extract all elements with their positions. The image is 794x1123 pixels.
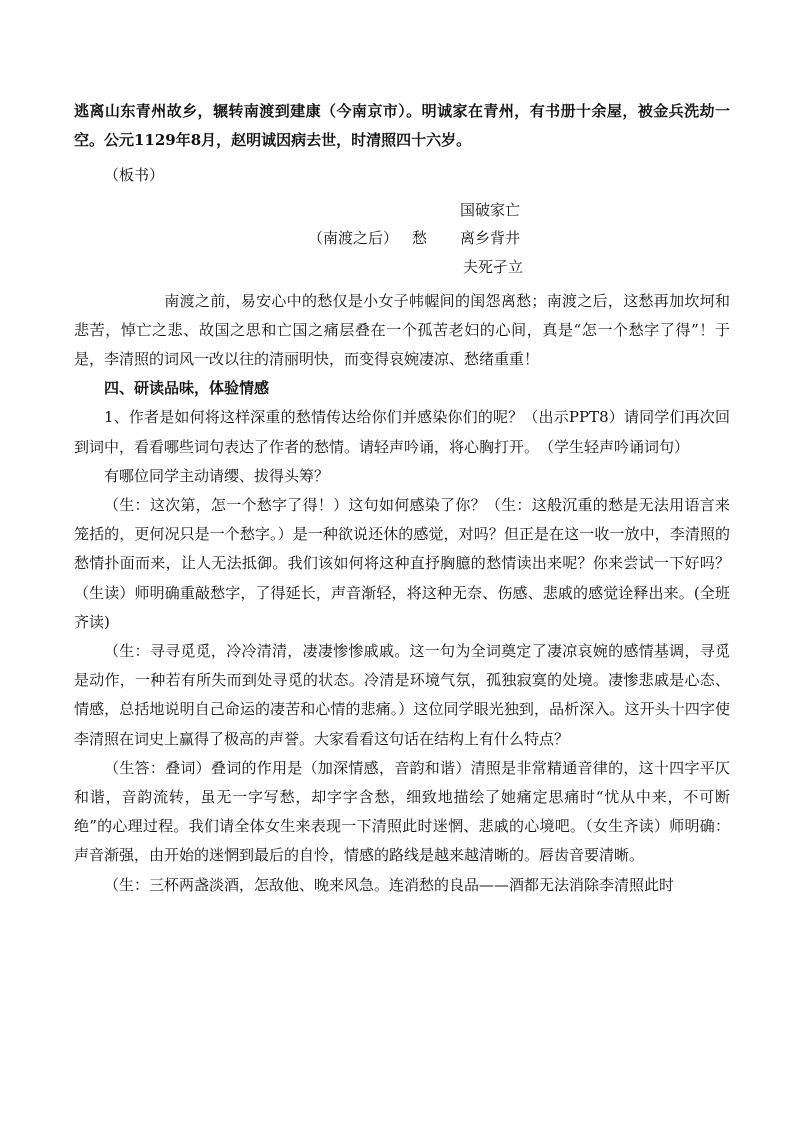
board-left-label: （南渡之后） [308, 228, 399, 247]
question-2: 有哪位同学主动请缨、拔得头筹？ [104, 466, 330, 485]
discussion-paragraph-1: （生：这次第，怎一个愁字了得！）这句如何感染了你？（生：这般沉重的愁是无法用语言来笼括的，更何况只是一个愁字。）是一种欲说还休的感觉，对吗？但正是在这一收一放中，李清照的愁情扑面而来，让人无法抵御。我们该如何将这种直抒胸臆的愁情读出来呢？你来尝试一下好吗？（生读）师明确重敲愁字，了得延长，声音渐轻，将这种无奈、伤感、悲戚的感觉诠释出来。(全班齐读) [74, 496, 730, 631]
board-center: 愁 [412, 228, 428, 247]
intro-paragraph: 逃离山东青州故乡，辗转南渡到建康（今南京市）。明诚家在青州，有书册十余屋，被金兵洗劫一空。公元1129年8月，赵明诚因病去世，时清照四十六岁。 [74, 102, 730, 150]
board-item-1: 国破家亡 [460, 200, 521, 219]
question-1: 1、作者是如何将这样深重的愁情传达给你们并感染你们的呢？（出示PPT8）请同学们再次回到词中，看看哪些词句表达了作者的愁情。请轻声吟诵，将心胸打开。 （学生轻声吟诵词句） [74, 408, 730, 456]
summary-paragraph: 南渡之前，易安心中的愁仅是小女子帏幄间的闺怨离愁；南渡之后，这愁再加坎坷和悲苦，悼亡之悲、故国之思和亡国之痛层叠在一个孤苦老妇的心间，真是“怎一个愁字了得”！于是，李清照的词风一改以往的清丽明快，而变得哀婉凄凉、愁绪重重！ [74, 291, 730, 369]
board-item-2: 离乡背井 [460, 228, 521, 247]
blackboard-summary [74, 191, 730, 287]
discussion-paragraph-2: （生：寻寻觅觅，冷冷清清，凄凄惨惨戚戚。这一句为全词奠定了凄凉哀婉的感情基调，寻觅是动作，一种若有所失而到处寻觅的状态。冷清是环境气氛，孤独寂寞的处境。凄惨悲戚是心态、情感，总括地说明自己命运的凄苦和心情的悲痛。）这位同学眼光独到，品析深入。这开头十四字使李清照在词史上赢得了极高的声誉。大家看看这句话在结构上有什么特点？ [74, 642, 730, 748]
section-heading: 四、研读品味，体验情感 [104, 379, 270, 398]
board-label: （板书） [104, 166, 165, 185]
board-item-3: 夫死孑立 [463, 257, 524, 276]
discussion-paragraph-4: （生：三杯两盏淡酒，怎敌他、晚来风急。连消愁的良品——酒都无法消除李清照此时 [104, 875, 675, 894]
document-body [74, 0, 730, 900]
discussion-paragraph-3: （生答：叠词）叠词的作用是（加深情感，音韵和谐）清照是非常精通音律的，这十四字平仄和谐，音韵流转，虽无一字写愁，却字字含愁，细致地描绘了她痛定思痛时“忧从中来，不可断绝”的心理过程。我们请全体女生来表现一下清照此时迷惘、悲戚的心境吧。（女生齐读）师明确：声音渐强，由开始的迷惘到最后的自怜，情感的路线是越来越清晰的。唇齿音要清晰。 [74, 758, 730, 865]
